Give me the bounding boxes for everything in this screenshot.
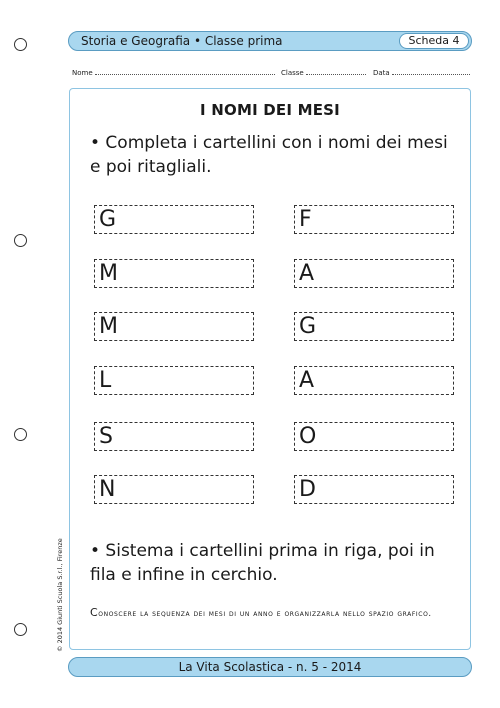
month-card-right-3: G [294,312,454,341]
subject-title: Storia e Geografia • Classe prima [81,34,283,48]
objective-lead: C [90,606,99,619]
header-bar [68,31,472,51]
month-card-right-5: O [294,422,454,451]
month-card-right-4: A [294,366,454,395]
instruction-2: • Sistema i cartellini prima in riga, poi in fila e infine in cerchio. [90,541,435,585]
binder-hole-3 [14,428,27,441]
month-card-right-1: F [294,205,454,234]
footer-text: La Vita Scolastica - n. 5 - 2014 [178,660,362,674]
data-blank [392,67,470,75]
objective-text: onoscere la sequenza dei mesi di un anno e organizzarla nello spazio grafico. [98,609,432,619]
copyright-note: © 2014 Giunti Scuola S.r.l., Firenze [56,538,64,652]
name-line-nome [72,67,275,77]
worksheet-frame [69,88,471,650]
binder-hole-4 [14,623,27,636]
month-card-left-2: M [94,259,254,288]
month-card-left-4: L [94,366,254,395]
footer-bar [68,657,472,677]
month-card-left-5: S [94,422,254,451]
data-label: Data [373,69,390,77]
worksheet-title: I NOMI DEI MESI [200,101,340,119]
classe-label: Classe [281,69,304,77]
month-card-right-6: D [294,475,454,504]
binder-hole-1 [14,38,27,51]
name-line-data [373,67,470,77]
nome-blank [95,67,275,75]
month-card-left-1: G [94,205,254,234]
instruction-1: • Completa i cartellini con i nomi dei mesi e poi ritagliali. [90,133,448,177]
nome-label: Nome [72,69,93,77]
month-card-left-3: M [94,312,254,341]
classe-blank [306,67,366,75]
name-line-classe [281,67,366,77]
month-card-right-2: A [294,259,454,288]
scheda-label: Scheda 4 [399,33,469,49]
binder-hole-2 [14,234,27,247]
learning-objective [90,605,454,622]
month-card-left-6: N [94,475,254,504]
